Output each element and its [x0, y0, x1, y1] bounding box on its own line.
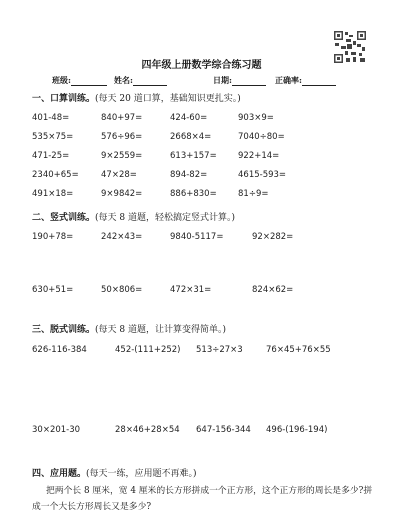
class-label: 班级:	[52, 75, 71, 85]
oral-item: 922+14=	[238, 151, 280, 161]
word-problem: 把两个长 8 厘米，宽 4 厘米的长方形拼成一个正方形，这个正方形的周长是多少?拼成一个大长方形周长又是多少?	[32, 486, 373, 512]
accuracy-blank[interactable]	[302, 76, 336, 86]
vertical-item: 242×43=	[101, 232, 143, 242]
oral-item: 894-82=	[170, 170, 208, 180]
oral-item: 903×9=	[238, 113, 274, 123]
oral-item: 471-25=	[32, 151, 70, 161]
oral-item: 535×75=	[32, 132, 74, 142]
page-title: 四年级上册数学综合练习题	[141, 60, 262, 71]
oral-item: 576÷96=	[101, 132, 143, 142]
stepwise-item: 496-(196-194)	[266, 425, 328, 435]
vertical-item: 190+78=	[32, 232, 74, 242]
date-field	[213, 75, 266, 86]
oral-item: 81÷9=	[238, 189, 269, 199]
name-blank[interactable]	[133, 76, 167, 86]
oral-item: 7040÷80=	[238, 132, 285, 142]
oral-item: 886+830=	[170, 189, 217, 199]
stepwise-item: 452-(111+252)	[115, 345, 181, 355]
section-3-heading	[32, 322, 226, 335]
oral-item: 491×18=	[32, 189, 74, 199]
oral-item: 2668×4=	[170, 132, 212, 142]
section-4-title: 四、应用题。	[32, 469, 87, 479]
stepwise-item: 626-116-384	[32, 345, 87, 355]
oral-item: 401-48=	[32, 113, 70, 123]
oral-item: 613+157=	[170, 151, 217, 161]
stepwise-item: 28×46+28×54	[115, 425, 180, 435]
class-blank[interactable]	[71, 76, 107, 86]
section-2-note: (每天 8 道题，轻松搞定竖式计算。)	[95, 213, 235, 223]
stepwise-item: 76×45+76×55	[266, 345, 331, 355]
name-field	[114, 75, 167, 86]
stepwise-item: 513÷27×3	[196, 345, 243, 355]
section-1-title: 一、口算训练。	[32, 94, 96, 104]
date-label: 日期:	[213, 75, 232, 85]
date-blank[interactable]	[232, 76, 266, 86]
vertical-item: 9840-5117=	[170, 232, 224, 242]
oral-item: 9×2559=	[101, 151, 143, 161]
name-label: 姓名:	[114, 75, 133, 85]
accuracy-field	[275, 75, 336, 86]
vertical-item: 50×806=	[101, 285, 143, 295]
section-4-note: (每天一练，应用题不再难。)	[86, 469, 197, 479]
vertical-item: 92×282=	[252, 232, 294, 242]
section-3-note: (每天 8 道题，让计算变得简单。)	[95, 325, 226, 335]
stepwise-item: 647-156-344	[196, 425, 251, 435]
class-field	[52, 75, 107, 86]
accuracy-label: 正确率:	[275, 75, 302, 85]
oral-item: 2340+65=	[32, 170, 79, 180]
section-1-note: (每天 20 道口算，基础知识更扎实。)	[95, 94, 241, 104]
stepwise-item: 30×201-30	[32, 425, 81, 435]
oral-item: 424-60=	[170, 113, 208, 123]
oral-item: 840+97=	[101, 113, 143, 123]
section-1-heading	[32, 91, 241, 104]
vertical-item: 472×31=	[170, 285, 212, 295]
oral-item: 9×9842=	[101, 189, 143, 199]
section-2-heading	[32, 210, 235, 223]
section-3-title: 三、脱式训练。	[32, 325, 96, 335]
vertical-item: 824×62=	[252, 285, 294, 295]
vertical-item: 630+51=	[32, 285, 74, 295]
section-4-heading	[32, 466, 197, 479]
oral-item: 47×28=	[101, 170, 137, 180]
section-2-title: 二、竖式训练。	[32, 213, 96, 223]
oral-item: 4615-593=	[238, 170, 287, 180]
